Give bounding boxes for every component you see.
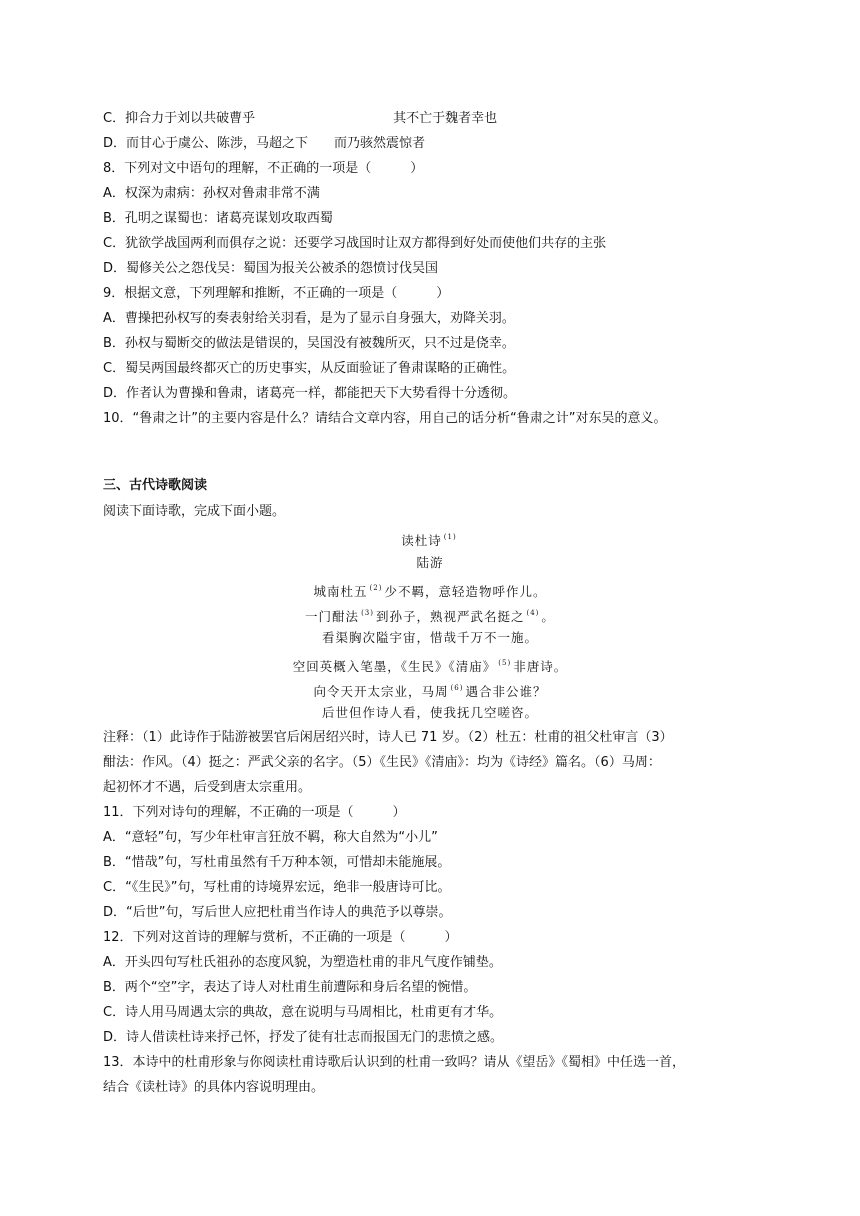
poem-line: 一门酣法 $^{(3)}$ 到孙子，熟视严武名挺之 $^{(4)}$ 。 [305,609,555,624]
poem-line: 后世但作诗人看，使我抚几空嗟咨。 [321,705,538,720]
q7-option-c: C．抑合力于刘以共破曹乎 其不亡于魏者幸也 [103,111,498,126]
q8-option-c: C．犹欲学战国两利而俱存之说：还要学习战国时让双方都得到好处而使他们共存的主张 [103,236,607,251]
q8-option-b: B．孔明之谋蜀也：诸葛亮谋划攻取西蜀 [103,211,333,226]
q8-stem: 8．下列对文中语句的理解，不正确的一项是（ ） [103,161,424,176]
q12-option-a: A．开头四句写杜氏祖孙的态度风貌，为塑造杜甫的非凡气度作铺垫。 [103,955,502,970]
q8-option-a: A．权深为肃病：孙权对鲁肃非常不满 [103,186,320,201]
q12-option-b: B．两个“空”字，表达了诗人对杜甫生前遭际和身后名望的惋惜。 [103,980,477,995]
poem-line: 空回英概入笔墨，《生民》《清庙》 $^{(5)}$ 非唐诗。 [292,659,568,674]
q10-stem: 10．“鲁肃之计”的主要内容是什么？请结合文章内容，用自己的话分析“鲁肃之计”对东吴的意义。 [103,411,667,426]
section3-intro: 阅读下面诗歌，完成下面小题。 [103,504,286,519]
q9-option-b: B．孙权与蜀断交的做法是错误的，吴国没有被魏所灭，只不过是侥幸。 [103,336,515,351]
q9-stem: 9．根据文意，下列理解和推断，不正确的一项是（ ） [103,286,450,301]
q13-stem: 13．本诗中的杜甫形象与你阅读杜甫诗歌后认识到的杜甫一致吗？请从《望岳》《蜀相》中任选一首， [103,1055,686,1070]
section3-heading: 三、古代诗歌阅读 [103,478,208,493]
q11-option-b: B．“惜哉”句，写杜甫虽然有千万种本领，可惜却未能施展。 [103,855,451,870]
q8-option-d: D．蜀修关公之怨伐吴：蜀国为报关公被杀的怨愤讨伐吴国 [103,261,439,276]
q11-option-c: C．“《生民》”句，写杜甫的诗境界宏远，绝非一般唐诗可比。 [103,880,451,895]
poem-line: 城南杜五 $^{(2)}$ 少不羁，意轻造物呼作儿。 [313,584,547,599]
q7-option-d: D．而甘心于虞公、陈涉，马超之下 而乃骇然震惊者 [103,136,426,151]
q12-option-d: D．诗人借读杜诗来抒己怀，抒发了徒有壮志而报国无门的悲愤之感。 [103,1030,504,1045]
q9-option-d: D．作者认为曹操和鲁肃，诸葛亮一样，都能把天下大势看得十分透彻。 [103,386,517,401]
poem-title: 读杜诗 $^{(1)}$ [401,533,457,548]
q11-stem: 11．下列对诗句的理解，不正确的一项是（ ） [103,805,406,820]
q9-option-a: A．曹操把孙权写的奏表射给关羽看，是为了显示自身强大，劝降关羽。 [103,311,515,326]
poem-line: 向令天开太宗业，马周 $^{(6)}$ 遇合非公谁？ [313,684,547,699]
q12-stem: 12．下列对这首诗的理解与赏析，不正确的一项是（ ） [103,930,458,945]
q11-option-a: A．“意轻”句，写少年杜审言狂放不羁，称大自然为“小儿” [103,830,438,845]
q9-option-c: C．蜀吴两国最终都灭亡的历史事实，从反面验证了鲁肃谋略的正确性。 [103,361,516,376]
q11-option-d: D．“后世”句，写后世人应把杜甫当作诗人的典范予以尊崇。 [103,905,452,920]
annotation-line: 注释：（1）此诗作于陆游被罢官后闲居绍兴时，诗人已 71 岁。（2）杜五：杜甫的祖父杜审言（3） [103,730,673,745]
poem-line: 看渠胸次隘宇宙，惜哉千万不一施。 [321,630,538,645]
annotation-line: 酣法：作风。（4）挺之：严武父亲的名字。（5）《生民》《清庙》：均为《诗经》篇名。（6）马周： [103,755,661,770]
annotation-line: 起初怀才不遇，后受到唐太宗重用。 [103,780,312,795]
q12-option-c: C．诗人用马周遇太宗的典故，意在说明与马周相比，杜甫更有才华。 [103,1005,503,1020]
poem-author: 陆游 [416,555,444,570]
q13-stem-cont: 结合《读杜诗》的具体内容说明理由。 [103,1080,325,1095]
